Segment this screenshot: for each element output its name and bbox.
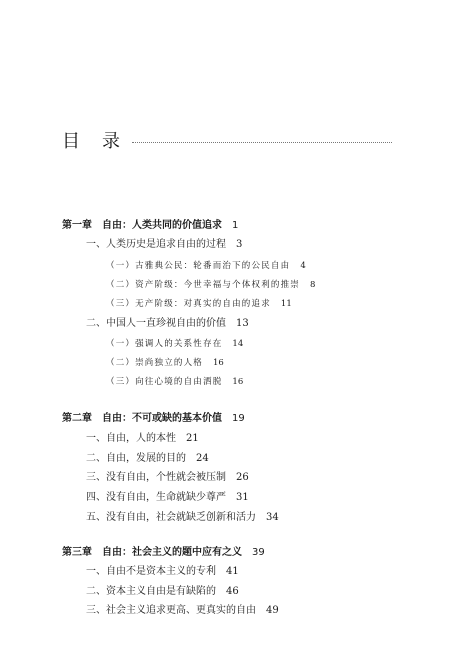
page-number: 49 xyxy=(266,605,279,616)
dotted-leader-rule xyxy=(132,142,392,143)
page-number: 8 xyxy=(310,280,316,290)
chapter-number: 第三章 xyxy=(62,547,92,558)
toc-section-entry[interactable] xyxy=(86,491,249,505)
toc-section-entry[interactable] xyxy=(86,585,239,599)
chapter-3-entry[interactable] xyxy=(62,546,265,560)
page-number: 31 xyxy=(236,492,249,503)
toc-subsection-entry[interactable] xyxy=(106,337,243,351)
toc-section-entry[interactable] xyxy=(86,432,199,446)
toc-subsection-entry[interactable] xyxy=(106,278,315,292)
page-number: 24 xyxy=(196,453,209,464)
chapter-1-entry[interactable] xyxy=(62,219,238,233)
subsection-title: （二）崇尚独立的人格 xyxy=(106,358,204,368)
page-number: 19 xyxy=(232,413,245,424)
toc-header xyxy=(62,131,392,153)
chapter-title: 自由：人类共同的价值追求 xyxy=(102,220,222,231)
subsection-title: （三）无产阶级：对真实的自由的追求 xyxy=(106,299,271,309)
page-number: 16 xyxy=(232,377,244,387)
section-title: 一、人类历史是追求自由的过程 xyxy=(86,239,226,250)
toc-title: 目录 xyxy=(62,131,142,152)
chapter-title: 自由：不可或缺的基本价值 xyxy=(102,413,222,424)
page-number: 1 xyxy=(232,220,239,231)
section-title: 四、没有自由，生命就缺少尊严 xyxy=(86,492,226,503)
section-title: 二、中国人一直珍视自由的价值 xyxy=(86,318,226,329)
toc-subsection-entry[interactable] xyxy=(106,297,292,311)
subsection-title: （一）强调人的关系性存在 xyxy=(106,339,223,349)
toc-subsection-entry[interactable] xyxy=(106,375,243,389)
toc-section-entry[interactable] xyxy=(86,511,279,525)
chapter-2-entry[interactable] xyxy=(62,412,245,426)
toc-section-entry[interactable] xyxy=(86,317,249,331)
section-title: 五、没有自由，社会就缺乏创新和活力 xyxy=(86,512,256,523)
chapter-number: 第二章 xyxy=(62,413,92,424)
page-number: 26 xyxy=(236,472,249,483)
toc-subsection-entry[interactable] xyxy=(106,356,224,370)
toc-section-entry[interactable] xyxy=(86,604,279,618)
section-title: 一、自由不是资本主义的专利 xyxy=(86,566,216,577)
page-number: 34 xyxy=(266,512,279,523)
toc-section-entry[interactable] xyxy=(86,471,249,485)
section-title: 三、没有自由，个性就会被压制 xyxy=(86,472,226,483)
toc-section-entry[interactable] xyxy=(86,452,209,466)
page-number: 16 xyxy=(213,358,224,368)
page-number: 14 xyxy=(232,339,244,349)
chapter-number: 第一章 xyxy=(62,220,92,231)
page-number: 4 xyxy=(300,261,306,271)
subsection-title: （一）古雅典公民：轮番而治下的公民自由 xyxy=(106,261,291,271)
toc-section-entry[interactable] xyxy=(86,565,239,579)
page-number: 46 xyxy=(226,586,239,597)
section-title: 二、自由，发展的目的 xyxy=(86,453,186,464)
page-number: 3 xyxy=(236,239,243,250)
chapter-title: 自由：社会主义的题中应有之义 xyxy=(102,547,242,558)
page-number: 21 xyxy=(186,433,199,444)
subsection-title: （三）向往心境的自由洒脱 xyxy=(106,377,223,387)
toc-subsection-entry[interactable] xyxy=(106,259,306,273)
page-number: 13 xyxy=(236,318,249,329)
subsection-title: （二）资产阶级：今世幸福与个体权利的推崇 xyxy=(106,280,301,290)
section-title: 三、社会主义追求更高、更真实的自由 xyxy=(86,605,256,616)
section-title: 一、自由，人的本性 xyxy=(86,433,176,444)
section-title: 二、资本主义自由是有缺陷的 xyxy=(86,586,216,597)
page-number: 41 xyxy=(226,566,239,577)
page-number: 11 xyxy=(280,299,292,309)
page-number: 39 xyxy=(252,547,265,558)
toc-section-entry[interactable] xyxy=(86,238,242,252)
